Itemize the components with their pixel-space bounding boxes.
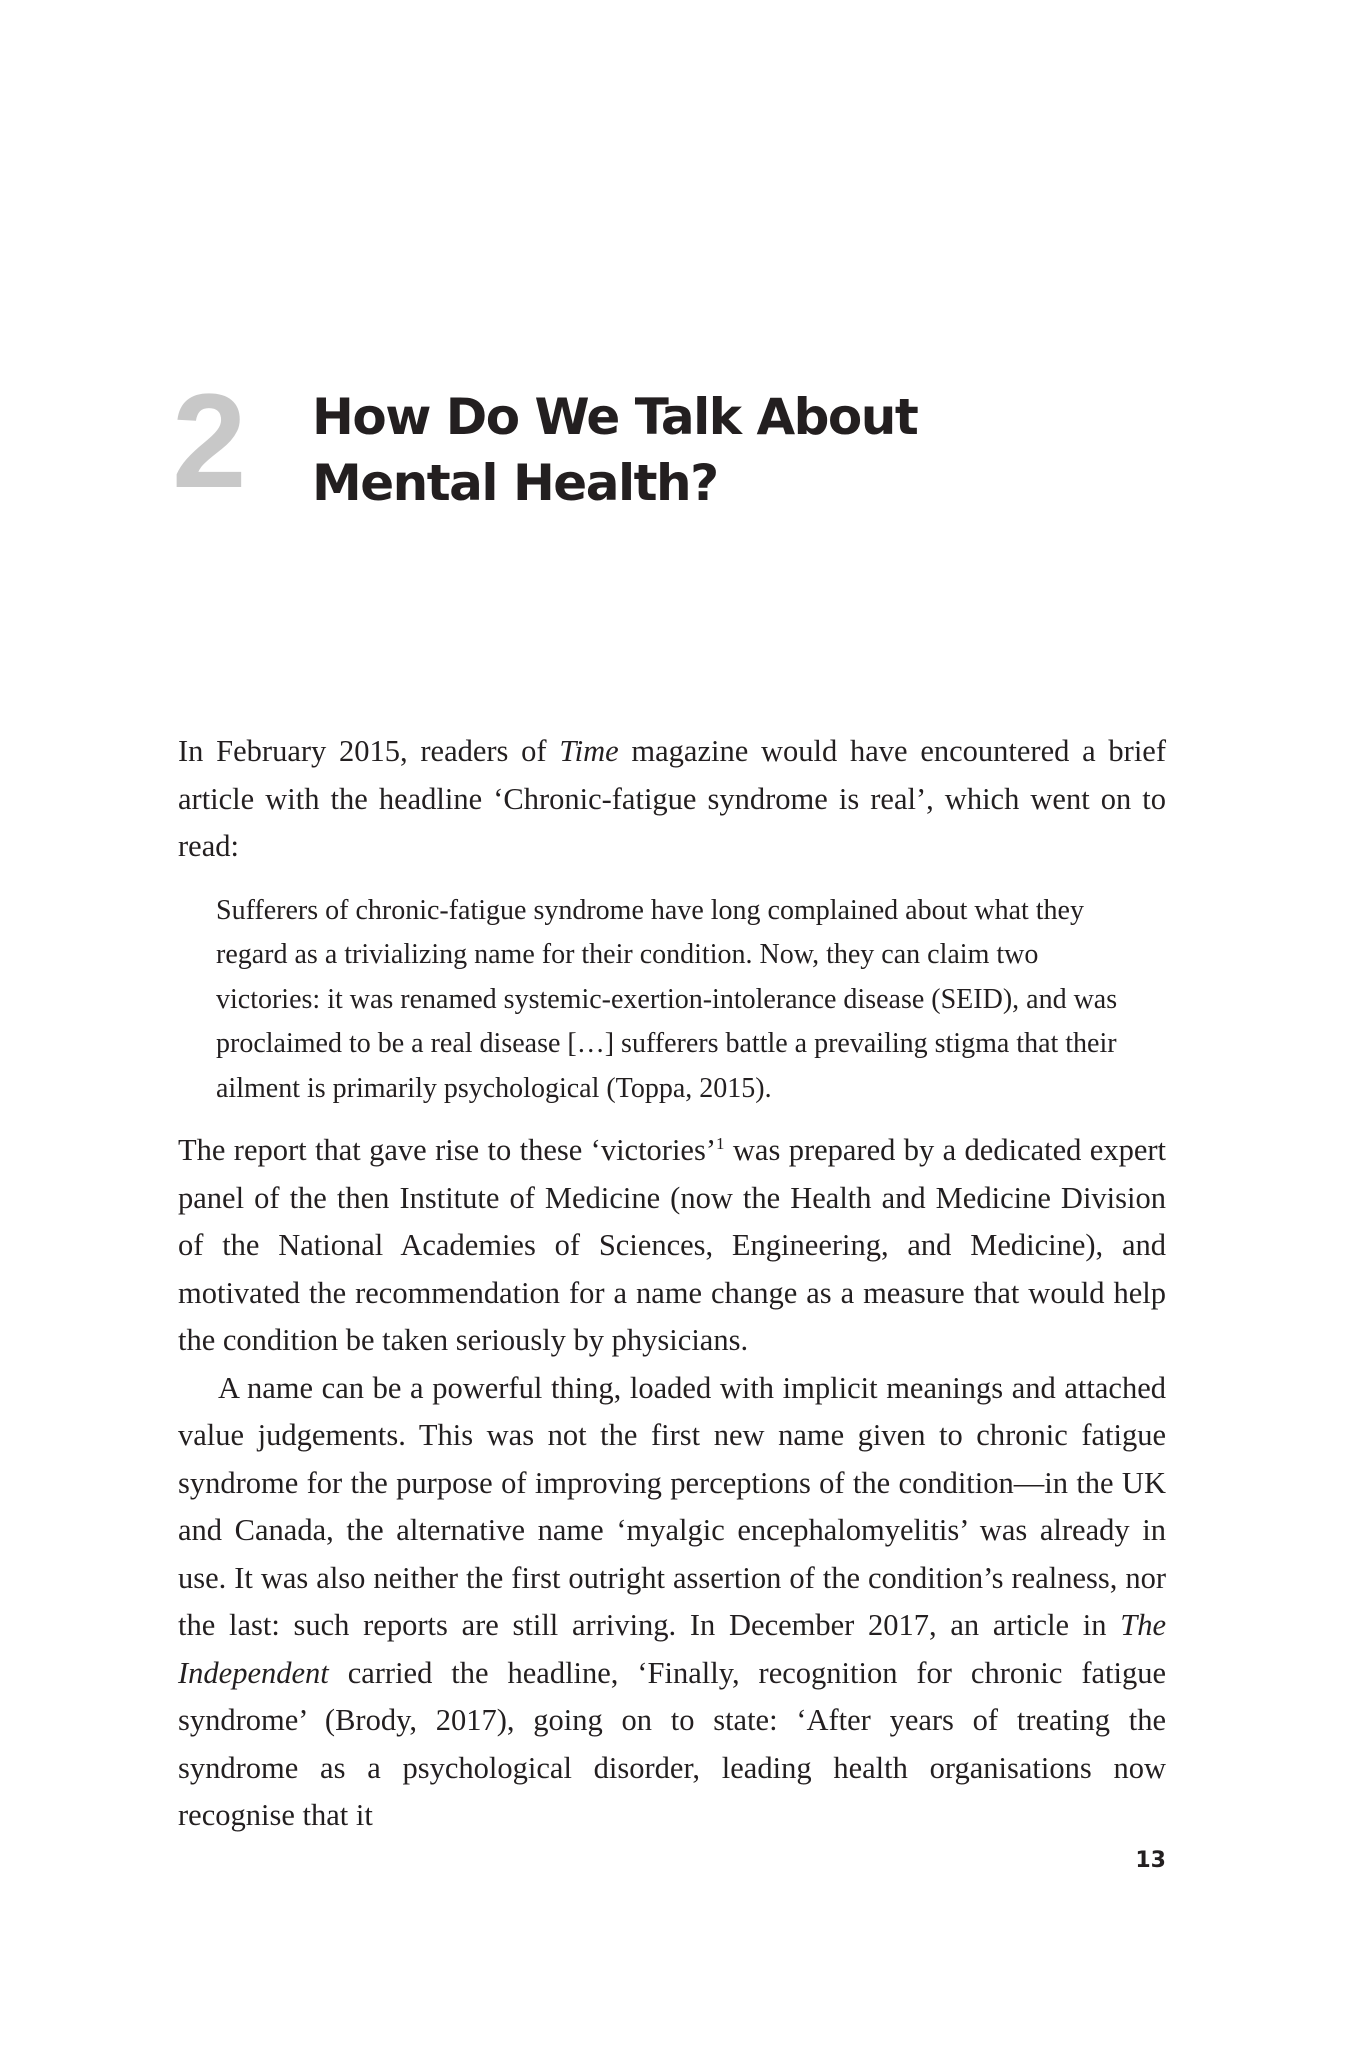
chapter-number: 2 (172, 367, 245, 516)
newspaper-title-italic: The Independent (178, 1608, 1166, 1690)
paragraph-name-power-text-a: A name can be a powerful thing, loaded with implicit meanings and attached value judgements. This was not the first new name given to chronic fatigue syndrome for the purpose of improving perceptions of the condition—in the UK and Canada, the alternative name ‘myalgic encephalomyelitis’ was already in use. It was also neither the first outright assertion of the condition’s realness, nor the last: such reports are still arriving. In December 2017, an article in (178, 1370, 1166, 1642)
paragraph-report-text-a: The report that gave rise to these ‘victories’ (178, 1133, 716, 1167)
block-quote: Sufferers of chronic-fatigue syndrome have long complained about what they regard as a trivializing name for their condition. Now, they can claim two victories: it was renamed systemic-exertion-intolerance disease (SEID), and was proclaimed to be a real disease […] sufferers battle a prevailing stigma that their ailment is primarily psychological (Toppa, 2015). (216, 894, 1118, 1104)
paragraph-name-power-text-b: carried the headline, ‘Finally, recognition for chronic fatigue syndrome’ (Brody, 2017), going on to state: ‘After years of treating the syndrome as a psychological disorder, leading health organisations now recognise that it (178, 1655, 1166, 1832)
chapter-title (312, 384, 1012, 516)
paragraph-report-text-b: was prepared by a dedicated expert panel of the then Institute of Medicine (now the Health and Medicine Division of the National Academies of Sciences, Engineering, and Medicine), and motivated the recommendation for a name change as a measure that would help the condition be taken seriously by physicians. (178, 1133, 1166, 1357)
paragraph-name-power (178, 1365, 1166, 1840)
chapter-title-line-2: Mental Health? (312, 454, 718, 512)
paragraph-intro (178, 728, 1166, 871)
paragraph-report (178, 1127, 1166, 1365)
footnote-marker: 1 (716, 1134, 725, 1153)
chapter-title-line-1: How Do We Talk About (312, 388, 918, 446)
page-number: 13 (1135, 1848, 1166, 1873)
paragraph-intro-text-a: In February 2015, readers of (178, 734, 560, 768)
magazine-title-italic: Time (559, 734, 619, 768)
body-text (178, 728, 1166, 1840)
paragraph-intro-text-b: magazine would have encountered a brief article with the headline ‘Chronic-fatigue syndrome is real’, which went on to read: (178, 734, 1166, 863)
